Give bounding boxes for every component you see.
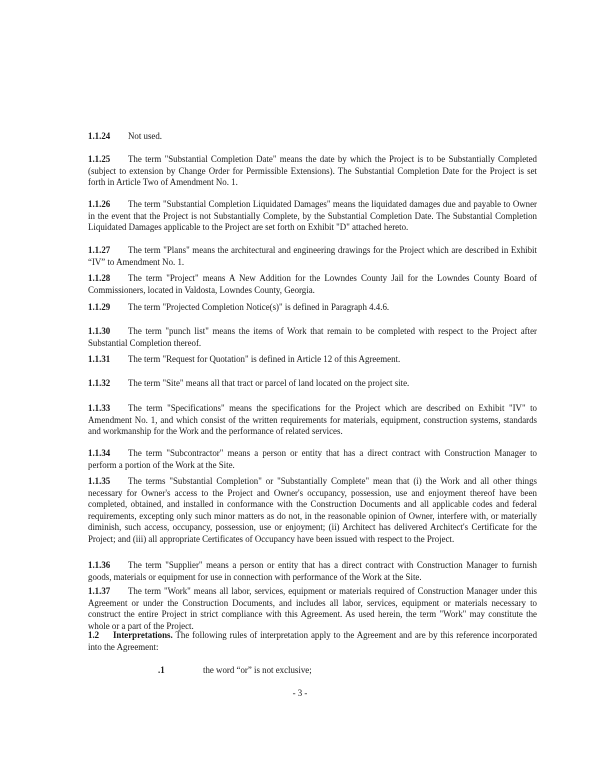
paragraph-text: The term "punch list" means the items of Work that remain to be completed with respect to the Project after Substantial Completion thereof. — [88, 326, 537, 348]
paragraph-1-1-37 — [88, 586, 537, 632]
paragraph-text: The term "Site" means all that tract or parcel of land located on the project site. — [128, 378, 410, 388]
paragraph-number: 1.1.26 — [88, 199, 111, 209]
paragraph-1-1-34 — [88, 448, 537, 471]
section-text: The following rules of interpretation apply to the Agreement and are by this reference incorporated into the Agreement: — [88, 630, 538, 652]
paragraph-number: 1.1.29 — [88, 302, 111, 312]
paragraph-text: The term "Specifications" means the specifications for the Project which are described on Exhibit "IV" to Amendment No. 1, and which consist of the written requirements for materials, equipment, construction systems, standards and workmanship for the Work and the performance of related services. — [88, 403, 537, 437]
paragraph-number: 1.1.30 — [88, 326, 111, 336]
paragraph-text: The term "Projected Completion Notice(s)" is defined in Paragraph 4.4.6. — [128, 302, 390, 312]
paragraph-text: The term "Work" means all labor, services, equipment or materials required of Construction Manager under this Agreement or under the Construction Documents, and includes all labor, services, equipment or materials necessary to construct the entire Project in strict compliance with this Agreement. As used herein, the term "Work" may constitute the whole or a part of the Project. — [88, 586, 537, 631]
paragraph-text: The term "Project" means A New Addition for the Lowndes County Jail for the Lowndes County Board of Commissioners, located in Valdosta, Lowndes County, Georgia. — [88, 273, 537, 295]
section-1-2 — [88, 630, 537, 653]
paragraph-number: 1.1.33 — [88, 403, 111, 413]
rule-number: .1 — [158, 665, 165, 675]
paragraph-1-1-32 — [88, 378, 537, 390]
paragraph-number: 1.1.37 — [88, 586, 111, 596]
rule-item-1 — [158, 665, 312, 675]
paragraph-1-1-36 — [88, 560, 537, 583]
paragraph-text: The term "Substantial Completion Liquidated Damages" means the liquidated damages due and payable to Owner in the event that the Project is not Substantially Complete, by the Substantial Completion Date. The Substantial Completion Liquidated Damages applicable to the Project are set forth on Exhibit "D" attached hereto. — [88, 199, 537, 233]
paragraph-1-1-27 — [88, 245, 537, 268]
paragraph-number: 1.1.32 — [88, 378, 111, 388]
paragraph-text: The term "Plans" means the architectural and engineering drawings for the Project which are described in Exhibit “IV” to Amendment No. 1. — [88, 245, 537, 267]
paragraph-number: 1.1.35 — [88, 476, 111, 486]
section-heading: Interpretations. — [112, 630, 173, 640]
paragraph-1-1-25 — [88, 154, 537, 189]
paragraph-1-1-30 — [88, 326, 537, 349]
paragraph-text: The term "Request for Quotation" is defined in Article 12 of this Agreement. — [128, 354, 401, 364]
paragraph-text: The terms "Substantial Completion" or "Substantially Complete" mean that (i) the Work and all other things necessary for Owner's access to the Project and Owner's occupancy, possession, use and enjoyment thereof have been completed, obtained, and installed in conformance with the Construction Documents and all applicable codes and federal requirements, excepting only such minor matters as do not, in the reasonable opinion of Owner, interfere with, or materially diminish, such access, occupancy, possession, use or enjoyment; (ii) Architect has delivered Architect's Certificate for the Project; and (iii) all appropriate Certificates of Occupancy have been issued with respect to the Project. — [88, 476, 537, 544]
paragraph-number: 1.1.34 — [88, 448, 111, 458]
rule-text: the word “or” is not exclusive; — [203, 665, 312, 675]
paragraph-number: 1.1.27 — [88, 245, 111, 255]
paragraph-text: The term "Substantial Completion Date" means the date by which the Project is to be Substantially Completed (subject to extension by Change Order for Permissible Extensions). The Substantial Completion Date for the Project is set forth in Article Two of Amendment No. 1. — [88, 154, 537, 188]
paragraph-number: 1.1.28 — [88, 273, 111, 283]
paragraph-1-1-26 — [88, 199, 537, 234]
paragraph-number: 1.1.31 — [88, 354, 111, 364]
paragraph-text: Not used. — [128, 131, 163, 141]
paragraph-number: 1.1.25 — [88, 154, 111, 164]
paragraph-1-1-29 — [88, 302, 537, 314]
paragraph-1-1-28 — [88, 273, 537, 296]
paragraph-1-1-35 — [88, 476, 537, 546]
paragraph-text: The term "Subcontractor" means a person or entity that has a direct contract with Construction Manager to perform a portion of the Work at the Site. — [88, 448, 537, 470]
paragraph-number: 1.1.24 — [88, 131, 111, 141]
paragraph-1-1-33 — [88, 403, 537, 438]
section-number: 1.2 — [88, 630, 100, 640]
paragraph-number: 1.1.36 — [88, 560, 111, 570]
paragraph-text: The term "Supplier" means a person or entity that has a direct contract with Construction Manager to furnish goods, materials or equipment for use in connection with performance of the Work at the Site. — [88, 560, 537, 582]
paragraph-1-1-24 — [88, 131, 537, 143]
page-number: - 3 - — [292, 688, 308, 698]
paragraph-1-1-31 — [88, 354, 537, 366]
